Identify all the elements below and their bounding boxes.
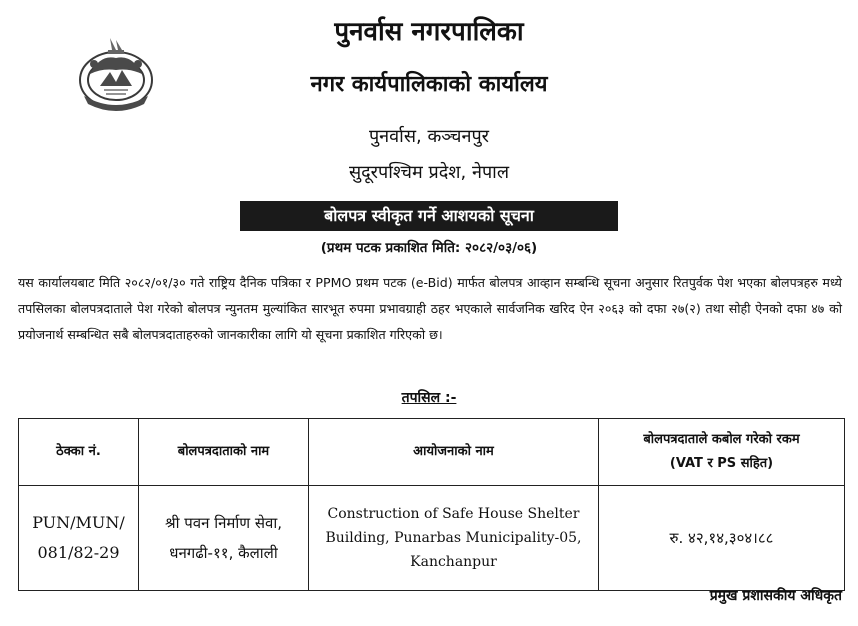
header-amount-line-1: बोलपत्रदाताले कबोल गरेको रकम bbox=[643, 432, 800, 447]
project-line-3: Kanchanpur bbox=[410, 554, 497, 570]
tender-table bbox=[18, 418, 845, 591]
cell-bid-amount: रु. ४२,१४,३०४।८८ bbox=[599, 486, 845, 591]
header-amount-line-2: (VAT र PS सहित) bbox=[669, 456, 774, 471]
organization-name: पुनर्वास नगरपालिका bbox=[334, 17, 524, 47]
notice-body: यस कार्यालयबाट मिति २०८२/०१/३० गते राष्ट्रिय दैनिक पत्रिका र PPMO प्रथम पटक (e-Bid) मार्फत बोलपत्र आव्हान सम्बन्धि सूचना अनुसार रितपुर्वक पेश भएका बोलपत्रहरु मध्ये तपसिलका बोलपत्रदाताले पेश गरेको बोलपत्र न्युनतम मुल्यांकित सारभूत रुपमा प्रभावग्राही ठहर भएकाले सार्वजनिक खरिद ऐन २०६३ को दफा २७(२) तथा सोही ऐनको दफा ४७ को प्रयोजनार्थ सम्बन्धित सबै बोलपत्रदाताहरुको जानकारीका लागि यो सूचना प्रकाशित गरिएको छ। bbox=[18, 275, 842, 342]
contract-no-line-2: 081/82-29 bbox=[37, 543, 120, 562]
bidder-line-1: श्री पवन निर्माण सेवा, bbox=[164, 514, 283, 532]
header-bid-amount bbox=[599, 419, 845, 486]
details-heading: तपसिल :- bbox=[401, 390, 457, 406]
published-date: (प्रथम पटक प्रकाशित मिति: २०८२/०३/०६) bbox=[320, 240, 538, 256]
header-contract-no: ठेक्का नं. bbox=[19, 419, 139, 486]
project-line-1: Construction of Safe House Shelter bbox=[327, 506, 580, 522]
header-bidder-name: बोलपत्रदाताको नाम bbox=[139, 419, 309, 486]
header-project-name: आयोजनाको नाम bbox=[309, 419, 599, 486]
office-name: नगर कार्यपालिकाको कार्यालय bbox=[310, 72, 548, 97]
table-header-row bbox=[19, 419, 845, 486]
cell-project-name bbox=[309, 486, 599, 591]
address-line-1: पुनर्वास, कञ्चनपुर bbox=[368, 126, 490, 147]
address-line-2: सुदूरपश्चिम प्रदेश, नेपाल bbox=[348, 162, 510, 183]
contract-no-line-1: PUN/MUN/ bbox=[32, 513, 125, 532]
project-line-2: Building, Punarbas Municipality-05, bbox=[325, 530, 582, 546]
table-row bbox=[19, 486, 845, 591]
cell-contract-no bbox=[19, 486, 139, 591]
signatory: प्रमुख प्रशासकीय अधिकृत bbox=[709, 588, 842, 604]
bidder-line-2: धनगढी-११, कैलाली bbox=[169, 544, 278, 562]
notice-title: बोलपत्र स्वीकृत गर्ने आशयको सूचना bbox=[240, 201, 618, 231]
cell-bidder-name bbox=[139, 486, 309, 591]
